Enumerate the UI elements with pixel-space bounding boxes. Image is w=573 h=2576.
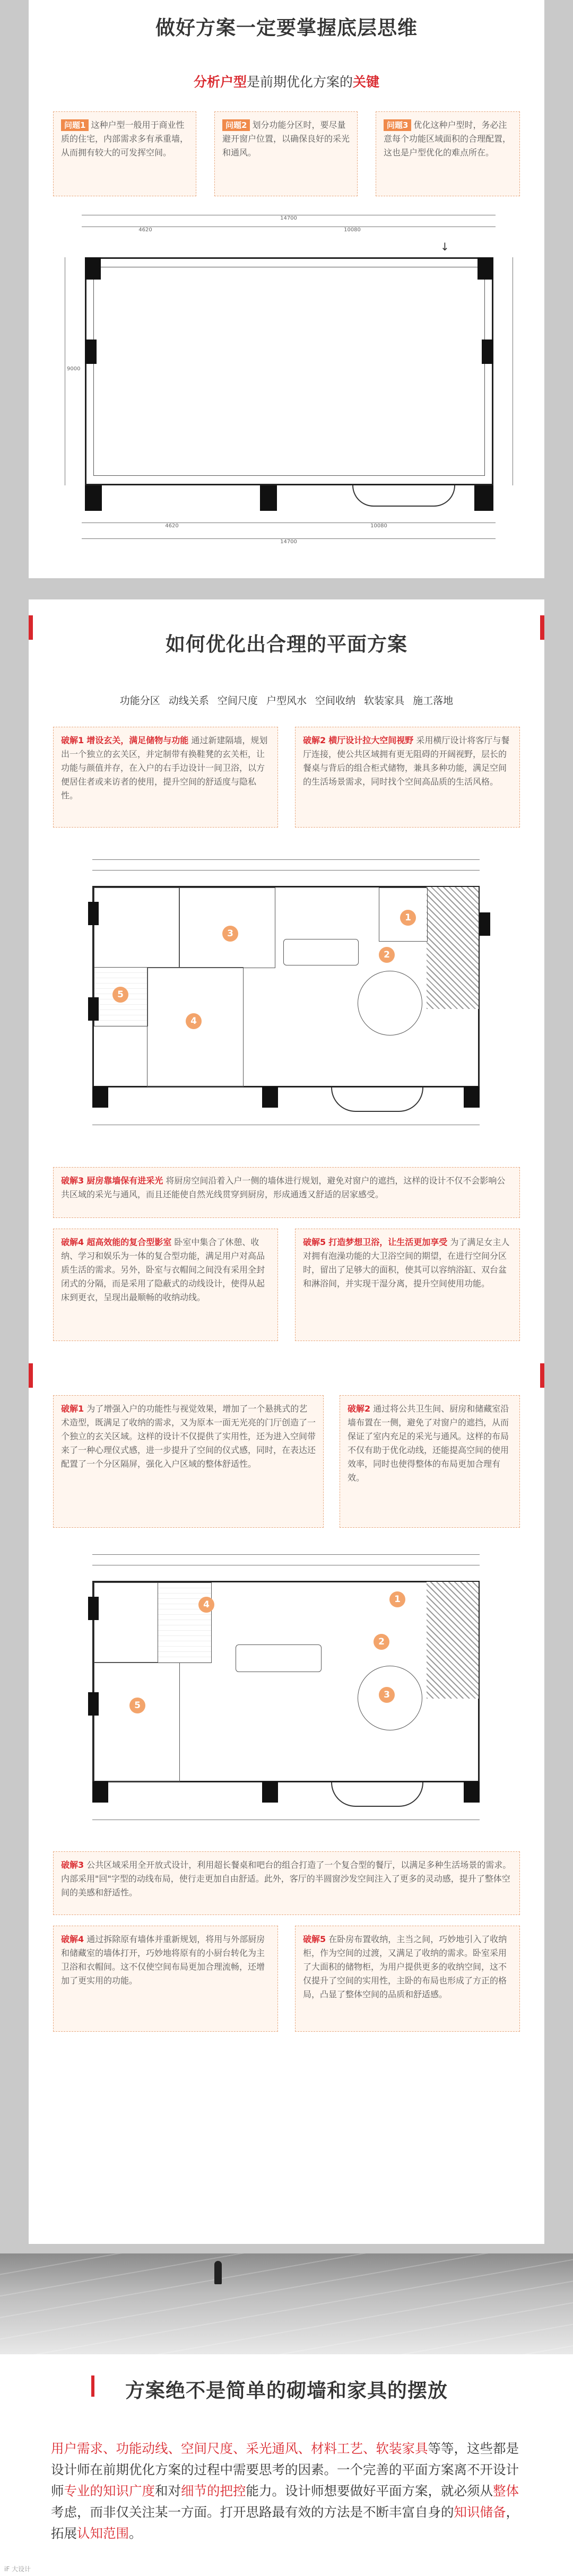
para-text: 考虑，而非仅关注某一方面。打开思路最有效的方法是不断丰富自身的 — [51, 2504, 454, 2520]
dim-top-left: 4620 — [82, 227, 209, 233]
note-text: 采用横厅设计将客厅与餐厅连接，使公共区域拥有更无阻碍的开阔视野，层长的餐桌与背后的组合柜式储物，兼具多种功能，满足空间的生活场景需求，同时找个空间高品质的生活风格。 — [303, 735, 510, 787]
section1-subtitle — [29, 72, 544, 91]
keyword: 施工落地 — [413, 695, 454, 707]
note-title: 超高效能的复合型影室 — [86, 1237, 172, 1247]
column — [85, 340, 97, 364]
para-red-keywords: 用户需求、功能动线、空间尺度、采光通风、材料工艺、软装家具 — [51, 2441, 428, 2456]
divider-bar — [540, 1363, 544, 1388]
room-bedroom — [94, 1582, 159, 1663]
entry-arrow-icon: ↓ — [440, 240, 449, 253]
column — [88, 1692, 99, 1716]
balcony — [427, 887, 479, 1009]
marker-2: 2 — [374, 1634, 389, 1650]
dim-top-total: 14700 — [82, 215, 496, 221]
plan2-note-4 — [53, 1926, 278, 2032]
note-text: 通过拆除原有墙体并重新规划，将用与外部厨房和储藏室的墙体打开，巧妙地将原有的小厨台转化为主卫浴和衣帽间。这不仅使空间布局更加合理流畅，还增加了更实用的功能。 — [61, 1934, 265, 1986]
plan2-note-3 — [53, 1851, 520, 1915]
column — [480, 912, 490, 936]
plan1-note-3 — [53, 1167, 520, 1218]
column — [88, 997, 99, 1021]
dining-table — [283, 939, 359, 965]
room-bath — [158, 1582, 212, 1663]
note-title: 横厅设计拉大空间视野 — [328, 735, 414, 745]
section2-card — [29, 599, 544, 2244]
marker-5: 5 — [112, 987, 128, 1003]
marker-2: 2 — [379, 947, 395, 963]
note-text: 公共区域采用全开放式设计，利用超长餐桌和吧台的组合打造了一个复合型的餐厅，以满足多种生活场景的需求。内部采用"回"字型的动线布局，使行走更加自由舒适。此外，客厅的半圆窗沙发空间注入了更多的灵动感，提升了整体空间的美感和舒适性。 — [61, 1860, 511, 1898]
keyword: 户型风水 — [266, 695, 307, 707]
note-tag: 破解4 — [61, 1237, 84, 1247]
marker-4: 4 — [198, 1597, 214, 1613]
bay-window — [331, 1782, 423, 1807]
plan1-note-5 — [295, 1229, 520, 1341]
bay-window — [331, 1087, 423, 1112]
question-tag: 问题1 — [61, 119, 89, 131]
note-tag: 破解2 — [348, 1404, 371, 1414]
para-text: 能力。设计师想要做好平面方案，就必须从 — [246, 2483, 493, 2499]
note-tag: 破解1 — [61, 1404, 84, 1414]
room-entry — [94, 887, 180, 968]
note-text: 为了增强入户的功能性与视觉效果，增加了一个悬挑式的艺术造型，既满足了收纳的需求，又为原本一面无光亮的门厅创造了一个独立的玄关区域。这样的设计不仅提供了实用性，还为进入空间带来了一种心理仪式感，进一步提升了空间的仪式感，同时，在表达还配置了一个分区隔屏，强化入户区域的整体舒适性。 — [61, 1404, 316, 1469]
question-text: 划分功能分区时，要尽量避开窗户位置，以确保良好的采光和通风。 — [222, 120, 350, 158]
subtitle-key: 关键 — [353, 74, 380, 90]
subtitle-keyword: 分析户型 — [193, 74, 247, 90]
note-tag: 破解3 — [61, 1860, 84, 1870]
marker-1: 1 — [400, 910, 416, 926]
para-keyword: 认知范围 — [77, 2526, 129, 2541]
question-box-2 — [214, 111, 358, 196]
optimized-floor-plan-2 — [60, 1538, 517, 1841]
walking-figure — [214, 2261, 222, 2284]
window-bay — [352, 485, 455, 507]
footer-paragraph — [51, 2438, 522, 2544]
optimized-floor-plan-1 — [60, 838, 517, 1156]
note-title: 打造梦想卫浴，让生活更加享受 — [328, 1237, 448, 1247]
column — [92, 1781, 108, 1803]
note-tag: 破解4 — [61, 1934, 84, 1944]
dim-bottom-right: 10080 — [262, 523, 496, 529]
dim-top-right: 10080 — [209, 227, 496, 233]
para-keyword: 专业的知识广度 — [64, 2483, 155, 2499]
note-text: 通过将公共卫生间、厨房和储藏室沿墙布置在一侧，避免了对窗户的遮挡，从而保证了室内充足的采光与通风。这样的布局不仅有助于优化动线，还能提高空间的使用效率，同时也使得整体的布局更加合理有效。 — [348, 1404, 509, 1483]
plan2-note-1 — [53, 1395, 324, 1528]
note-text: 通过新建隔墙，规划出一个独立的玄关区，并定制带有换鞋凳的玄关柜，让功能与颜值并存，在入户的右手边设计一间卫浴，以方便居住者或来访者的使用，提升空间的舒适度与隐私性。 — [61, 735, 268, 800]
plan2-note-2 — [340, 1395, 520, 1528]
note-tag: 破解3 — [61, 1176, 84, 1186]
keyword-row — [29, 693, 544, 707]
para-keyword: 知识储备 — [454, 2504, 506, 2520]
inner-wall — [93, 267, 485, 476]
note-text: 卧室中集合了休憩、收纳、学习和娱乐为一体的复合型功能，满足用户对高品质生活的需求。另外，卧室与衣帽间之间没有采用全封闭式的分隔，而是采用了隐蔽式的动线设计，使得从起床到更衣，呈现出最顺畅的收纳动线。 — [61, 1237, 265, 1302]
para-text: 等等，这些都是设计师在前期优化方案的过程中需要思考的因素。一个完善的平面方案离不开设计师 — [51, 2441, 519, 2499]
keyword: 动线关系 — [168, 695, 209, 707]
dim-side: 9000 — [67, 366, 81, 372]
column — [88, 902, 99, 925]
section1-card — [29, 0, 544, 578]
column — [88, 1597, 99, 1620]
dim-line — [92, 1554, 480, 1555]
footer-section — [0, 2354, 573, 2576]
section1-title: 做好方案一定要掌握底层思维 — [155, 16, 418, 39]
keyword: 功能分区 — [119, 695, 160, 707]
plan2-note-5 — [295, 1926, 520, 2032]
plan1-note-4 — [53, 1229, 278, 1341]
question-tag: 问题2 — [222, 119, 250, 131]
question-box-3 — [376, 111, 520, 196]
dim-line — [92, 859, 480, 860]
keyword: 空间收纳 — [315, 695, 356, 707]
note-text: 在卧房布置收纳，主当之间，巧妙地引入了收纳柜，作为空间的过渡，又满足了收纳的需求。卧室采用了大面积的储物柜，为用户提供更多的收纳空间，这不仅提升了空间的实用性，主卧的布局也形成了方正的格局，凸显了整体空间的品质和舒适感。 — [303, 1934, 507, 1999]
marker-5: 5 — [129, 1698, 145, 1713]
note-title: 增设玄关，满足储物与功能 — [86, 735, 189, 745]
watermark: iF 大设计 — [4, 2565, 31, 2573]
note-tag: 破解1 — [61, 735, 84, 745]
question-text: 这种户型一般用于商业性质的住宅，内部需求多有承重墙，从而拥有较大的可发挥空间。 — [61, 120, 189, 158]
plan1-note-1 — [53, 727, 278, 828]
question-text: 优化这种户型时，务必注意每个功能区域面积的合理配置，这也是户型优化的难点所在。 — [384, 120, 511, 158]
plan1-note-2 — [295, 727, 520, 828]
footer-title: 方案绝不是简单的砌墙和家具的摆放 — [125, 2379, 448, 2402]
note-title: 厨房靠墙保有进采光 — [86, 1176, 163, 1186]
column — [262, 1781, 278, 1803]
para-text: 和对 — [155, 2483, 181, 2499]
column — [482, 340, 493, 364]
dim-line — [92, 870, 480, 871]
divider-bar — [29, 615, 33, 640]
para-text: 。 — [129, 2526, 142, 2541]
column — [474, 485, 493, 511]
note-text: 将厨房空间沿着入户一侧的墙体进行规划，避免对窗户的遮挡，这样的设计不仅不会影响公共区域的采光与通风，而且还能使自然光线贯穿到厨房，形成通透又舒适的居家感受。 — [61, 1176, 506, 1199]
column — [262, 1086, 278, 1108]
divider-bar — [540, 615, 544, 640]
column — [92, 1086, 108, 1108]
section2-title: 如何优化出合理的平面方案 — [166, 633, 407, 656]
balcony — [427, 1582, 479, 1699]
marker-1: 1 — [389, 1591, 405, 1607]
subtitle-text: 是前期优化方案的 — [246, 74, 353, 90]
column — [464, 1086, 480, 1108]
column — [260, 485, 277, 511]
column — [464, 1781, 480, 1803]
sofa — [358, 971, 422, 1035]
dining-table — [236, 1644, 322, 1672]
question-tag: 问题3 — [384, 119, 411, 131]
column — [478, 257, 493, 280]
para-text: ，拓展 — [51, 2504, 519, 2541]
note-tag: 破解5 — [303, 1934, 326, 1944]
divider-bar — [29, 1363, 33, 1388]
column — [85, 485, 102, 511]
note-tag: 破解2 — [303, 735, 326, 745]
marker-4: 4 — [186, 1013, 202, 1029]
column — [85, 257, 101, 280]
keyword: 软装家具 — [364, 695, 405, 707]
marker-3: 3 — [222, 926, 238, 942]
para-keyword: 整体 — [493, 2483, 519, 2499]
keyword: 空间尺度 — [217, 695, 258, 707]
marker-3: 3 — [379, 1687, 395, 1703]
raw-floor-plan — [60, 210, 517, 560]
dim-bottom-left: 4620 — [82, 523, 262, 529]
room-closet — [94, 1662, 180, 1782]
dim-bottom-total: 14700 — [82, 538, 496, 545]
note-text: 为了满足女主人对拥有泡澡功能的大卫浴空间的期望，在进行空间分区时，留出了足够大的面积，使其可以容纳浴缸、双台盆和淋浴间，并实现干湿分离，提升空间使用功能。 — [303, 1237, 510, 1289]
para-keyword: 细节的把控 — [181, 2483, 246, 2499]
note-tag: 破解5 — [303, 1237, 326, 1247]
stairs-lines — [0, 2253, 573, 2354]
question-box-1 — [53, 111, 196, 196]
